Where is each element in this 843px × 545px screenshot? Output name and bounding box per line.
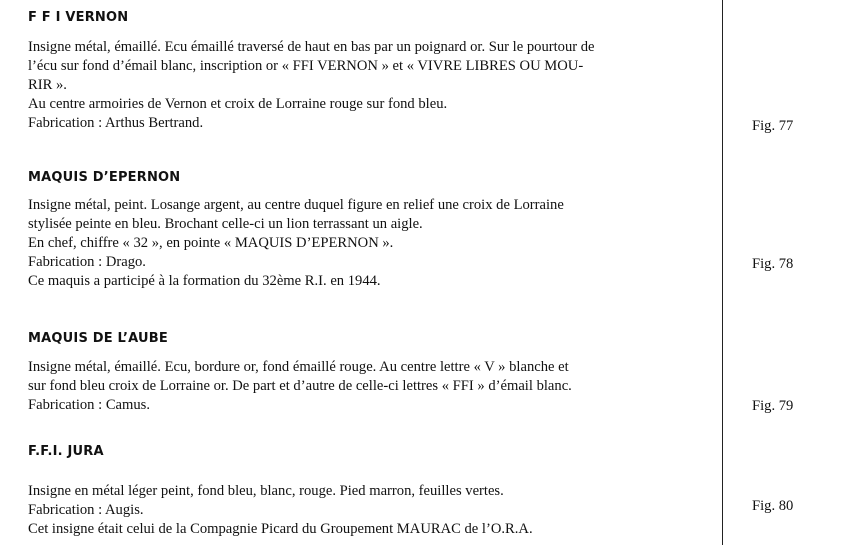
figure-label-77: Fig. 77 — [752, 118, 794, 134]
body-line: RIR ». — [28, 77, 67, 93]
section-title-ffi-jura: F.F.I. JURA — [28, 444, 104, 459]
body-line: Insigne métal, peint. Losange argent, au centre duquel figure en relief une croix de Lorraine — [28, 197, 564, 213]
body-line: stylisée peinte en bleu. Brochant celle-ci un lion terrassant un aigle. — [28, 216, 423, 232]
body-line: l’écu sur fond d’émail blanc, inscription or « FFI VERNON » et « VIVRE LIBRES OU MOU- — [28, 58, 584, 74]
body-line: Ce maquis a participé à la formation du 32ème R.I. en 1944. — [28, 273, 381, 289]
figure-label-79: Fig. 79 — [752, 398, 794, 414]
section-body-maquis-aube — [28, 358, 708, 415]
body-line: Fabrication : Drago. — [28, 254, 146, 270]
body-line: Insigne en métal léger peint, fond bleu, blanc, rouge. Pied marron, feuilles vertes. — [28, 483, 504, 499]
column-divider — [722, 0, 723, 545]
body-line: En chef, chiffre « 32 », en pointe « MAQUIS D’EPERNON ». — [28, 235, 394, 251]
body-line: Insigne métal, émaillé. Ecu émaillé traversé de haut en bas par un poignard or. Sur le pourtour de — [28, 39, 595, 55]
body-line: Fabrication : Augis. — [28, 502, 144, 518]
section-title-maquis-aube: MAQUIS DE L’AUBE — [28, 331, 168, 346]
figure-label-80: Fig. 80 — [752, 498, 794, 514]
body-line: Fabrication : Camus. — [28, 397, 151, 413]
section-body-ffi-vernon — [28, 38, 708, 133]
body-line: Au centre armoiries de Vernon et croix de Lorraine rouge sur fond bleu. — [28, 96, 448, 112]
section-title-ffi-vernon: F F I VERNON — [28, 10, 129, 25]
figure-label-78: Fig. 78 — [752, 256, 794, 272]
body-line: Fabrication : Arthus Bertrand. — [28, 115, 204, 131]
section-title-maquis-epernon: MAQUIS D’EPERNON — [28, 170, 181, 185]
section-body-maquis-epernon — [28, 196, 708, 291]
body-line: Cet insigne était celui de la Compagnie Picard du Groupement MAURAC de l’O.R.A. — [28, 521, 533, 537]
body-line: Insigne métal, émaillé. Ecu, bordure or, fond émaillé rouge. Au centre lettre « V » blanche et — [28, 359, 569, 375]
body-line: sur fond bleu croix de Lorraine or. De part et d’autre de celle-ci lettres « FFI » d’émail blanc. — [28, 378, 572, 394]
section-body-ffi-jura — [28, 482, 708, 539]
